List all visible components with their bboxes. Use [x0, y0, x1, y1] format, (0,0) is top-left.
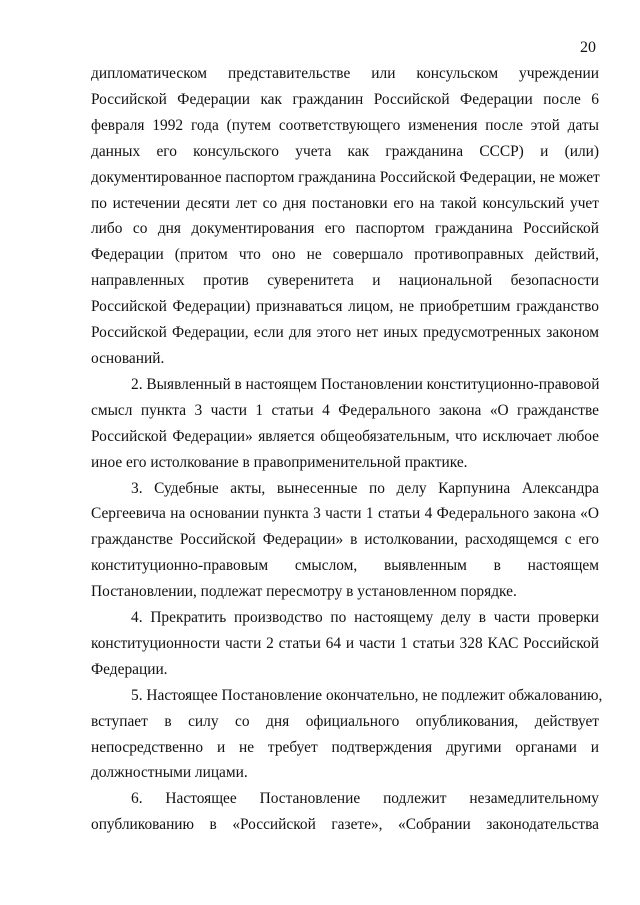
text-line: Федерации.: [91, 660, 168, 678]
text-line: февраля 1992 года (путем соответствующего изменения после этой даты: [91, 116, 599, 134]
text-line: Федерации (притом что оно не совершало противоправных действий,: [91, 246, 599, 264]
text-line: конституционно-правовым смыслом, выявленным в настоящем: [91, 557, 599, 575]
page-number: 20: [580, 39, 596, 56]
paragraph-6: [91, 786, 599, 838]
paragraph-2: [91, 372, 599, 476]
text-line: Сергеевича на основании пункта 3 части 1 статьи 4 Федерального закона «О: [91, 505, 599, 523]
text-line: документированное паспортом гражданина Российской Федерации, не может: [91, 168, 600, 186]
text-line: либо со дня документирования его паспортом гражданина Российской: [91, 220, 599, 238]
text-line: 2. Выявленный в настоящем Постановлении конституционно-правовой: [131, 375, 600, 393]
paragraph-3: [91, 476, 599, 606]
text-line: дипломатическом представительстве или консульском учреждении: [91, 65, 599, 82]
text-line: направленных против суверенитета и национальной безопасности: [91, 272, 599, 290]
text-line: 6. Настоящее Постановление подлежит незамедлительному: [131, 790, 599, 808]
text-line: по истечении десяти лет со дня постановки его на такой консульский учет: [91, 194, 599, 212]
text-line: Российской Федерации, если для этого нет иных предусмотренных законом: [91, 324, 599, 342]
text-line: вступает в силу со дня официального опубликования, действует: [91, 712, 599, 730]
text-line: данных его консульского учета как гражданина СССР) и (или): [91, 142, 599, 160]
paragraph-4: [91, 605, 599, 683]
text-line: гражданстве Российской Федерации» в истолковании, расходящемся с его: [91, 531, 599, 549]
paragraph-1: [91, 61, 599, 372]
text-line: иное его истолкование в правоприменительной практике.: [91, 453, 468, 471]
text-line: 4. Прекратить производство по настоящему делу в части проверки: [131, 609, 599, 627]
text-line: смысл пункта 3 части 1 статьи 4 Федерального закона «О гражданстве: [91, 401, 599, 419]
text-line: Российской Федерации» является общеобязательным, что исключает любое: [91, 427, 599, 445]
text-line: опубликованию в «Российской газете», «Собрании законодательства: [91, 816, 599, 834]
text-line: 3. Судебные акты, вынесенные по делу Карпунина Александра: [131, 479, 599, 497]
document-body: [91, 61, 603, 838]
text-line: оснований.: [91, 349, 165, 367]
text-line: 5. Настоящее Постановление окончательно, не подлежит обжалованию,: [131, 686, 603, 704]
text-line: непосредственно и не требует подтверждения другими органами и: [91, 738, 599, 756]
text-line: конституционности части 2 статьи 64 и части 1 статьи 328 КАС Российской: [91, 634, 599, 652]
text-line: должностными лицами.: [91, 764, 248, 782]
text-line: Постановлении, подлежат пересмотру в установленном порядке.: [91, 583, 517, 601]
text-line: Российской Федерации как гражданин Российской Федерации после 6: [91, 90, 599, 108]
paragraph-5: [91, 683, 603, 787]
text-line: Российской Федерации) признаваться лицом, не приобретшим гражданство: [91, 298, 599, 316]
